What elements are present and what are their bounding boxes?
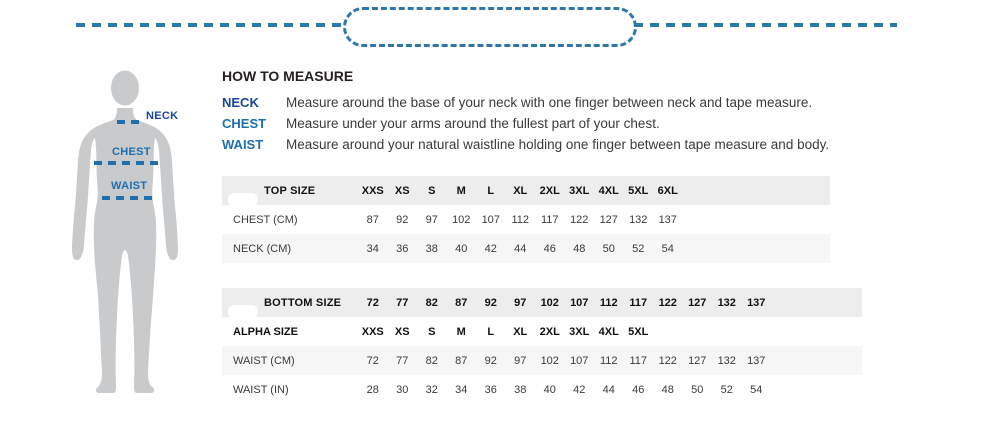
how-to-measure-section [222, 68, 942, 155]
size-cell: 42 [484, 242, 497, 255]
table-header-row [222, 288, 862, 317]
size-cell: 48 [661, 383, 674, 396]
measurement-figure [60, 70, 190, 400]
how-to-measure-title: HOW TO MEASURE [222, 68, 354, 84]
size-cell: XXS [361, 325, 384, 338]
size-cell: 2XL [539, 184, 560, 197]
size-cell: 107 [570, 354, 589, 367]
size-cell: 117 [540, 213, 559, 226]
size-cell: 92 [484, 296, 497, 309]
size-cell: 82 [425, 354, 438, 367]
neck-term: NECK [222, 95, 259, 110]
size-cell: 72 [366, 296, 379, 309]
table-title: TOP SIZE [222, 185, 358, 197]
measure-instruction-row [222, 134, 942, 155]
size-cell: 87 [455, 296, 468, 309]
size-cell: 112 [599, 354, 618, 367]
size-cell: 44 [514, 242, 527, 255]
size-cell: 102 [452, 213, 471, 226]
bottom-size-table [222, 288, 862, 404]
size-cell: 50 [691, 383, 704, 396]
size-cell: 127 [599, 213, 618, 226]
size-cell: 52 [720, 383, 733, 396]
size-cell: 36 [396, 242, 409, 255]
size-cell: 137 [747, 354, 766, 367]
size-cell: 48 [573, 242, 586, 255]
erased-logo-patch [228, 305, 258, 318]
size-cell: 97 [514, 296, 527, 309]
size-cell: 38 [425, 242, 438, 255]
size-cell: 82 [425, 296, 438, 309]
size-cell: XS [394, 325, 410, 338]
size-cell: 44 [602, 383, 615, 396]
size-cell: 97 [514, 354, 527, 367]
size-cell: 132 [629, 213, 648, 226]
size-cell: 46 [632, 383, 645, 396]
size-cell: 87 [366, 213, 379, 226]
size-cell: 92 [396, 213, 409, 226]
size-cell: 54 [750, 383, 763, 396]
size-cell: 122 [658, 296, 677, 309]
row-label: CHEST (CM) [233, 213, 298, 226]
size-cell: 137 [658, 213, 677, 226]
size-cell: 77 [396, 296, 409, 309]
size-cell: 122 [658, 354, 677, 367]
size-cell: 34 [455, 383, 468, 396]
size-cell: 107 [481, 213, 500, 226]
measure-instruction-row [222, 92, 942, 113]
top-size-table [222, 176, 830, 263]
size-cell: 3XL [569, 184, 590, 197]
size-cell: 50 [602, 242, 615, 255]
size-cell: 52 [632, 242, 645, 255]
size-cell: 127 [688, 354, 707, 367]
size-cell: 5XL [628, 184, 649, 197]
size-cell: 32 [425, 383, 438, 396]
measure-instruction-row [222, 113, 942, 134]
dashed-pill-outline [343, 7, 637, 47]
size-cell: 3XL [569, 325, 590, 338]
size-cell: 72 [366, 354, 379, 367]
size-cell: 87 [455, 354, 468, 367]
size-cell: 28 [366, 383, 379, 396]
size-cell: 54 [661, 242, 674, 255]
table-row [222, 375, 862, 404]
table-row [222, 234, 830, 263]
size-cell: 40 [455, 242, 468, 255]
size-cell: 117 [629, 296, 648, 309]
table-row [222, 346, 862, 375]
size-cell: M [456, 184, 466, 197]
size-cell: 77 [396, 354, 409, 367]
table-header-row [222, 176, 830, 205]
size-cell: L [487, 325, 495, 338]
size-cell: M [456, 325, 466, 338]
size-cell: 4XL [598, 325, 619, 338]
figure-neck-label: NECK [146, 110, 179, 122]
size-cell: 127 [688, 296, 707, 309]
size-cell: 112 [511, 213, 530, 226]
size-cell: 46 [543, 242, 556, 255]
size-cell: 132 [717, 354, 736, 367]
size-cell: 137 [747, 296, 766, 309]
size-cell: 42 [573, 383, 586, 396]
size-cell: XL [513, 325, 528, 338]
size-cell: 2XL [539, 325, 560, 338]
size-cell: 112 [599, 296, 618, 309]
row-label: WAIST (CM) [233, 354, 295, 367]
chest-term: CHEST [222, 116, 267, 131]
size-cell: XXS [361, 184, 384, 197]
size-cell: 6XL [657, 184, 678, 197]
chest-description: Measure under your arms around the fullest part of your chest. [286, 116, 660, 131]
size-cell: 117 [629, 354, 648, 367]
size-cell: XL [513, 184, 528, 197]
neck-measure-dash [117, 120, 145, 124]
erased-logo-patch [228, 193, 258, 206]
waist-term: WAIST [222, 137, 264, 152]
size-cell: L [487, 184, 495, 197]
size-cell: 36 [484, 383, 497, 396]
figure-waist-label: WAIST [111, 180, 148, 192]
neck-description: Measure around the base of your neck with one finger between neck and tape measure. [286, 95, 813, 110]
size-cell: 92 [484, 354, 497, 367]
size-cell: S [428, 184, 436, 197]
size-cell: 97 [425, 213, 438, 226]
table-title: BOTTOM SIZE [222, 297, 358, 309]
waist-description: Measure around your natural waistline holding one finger between tape measure and body. [286, 137, 830, 152]
table-row [222, 317, 862, 346]
dashed-divider-right [634, 23, 897, 27]
size-cell: 132 [717, 296, 736, 309]
size-cell: 38 [514, 383, 527, 396]
size-cell: 30 [396, 383, 409, 396]
row-label: WAIST (IN) [233, 383, 289, 396]
size-cell: 5XL [628, 325, 649, 338]
row-label: NECK (CM) [233, 242, 292, 255]
size-cell: 40 [543, 383, 556, 396]
size-cell: 107 [570, 296, 589, 309]
table-row [222, 205, 830, 234]
size-cell: S [428, 325, 436, 338]
row-label: ALPHA SIZE [233, 325, 298, 338]
size-cell: XS [394, 184, 410, 197]
waist-measure-dash [102, 196, 158, 200]
dashed-divider-left [76, 23, 342, 27]
size-cell: 4XL [598, 184, 619, 197]
chest-measure-dash [94, 161, 162, 165]
size-cell: 122 [570, 213, 589, 226]
size-cell: 102 [540, 354, 559, 367]
size-cell: 34 [366, 242, 379, 255]
size-cell: 102 [540, 296, 559, 309]
figure-chest-label: CHEST [112, 146, 151, 158]
